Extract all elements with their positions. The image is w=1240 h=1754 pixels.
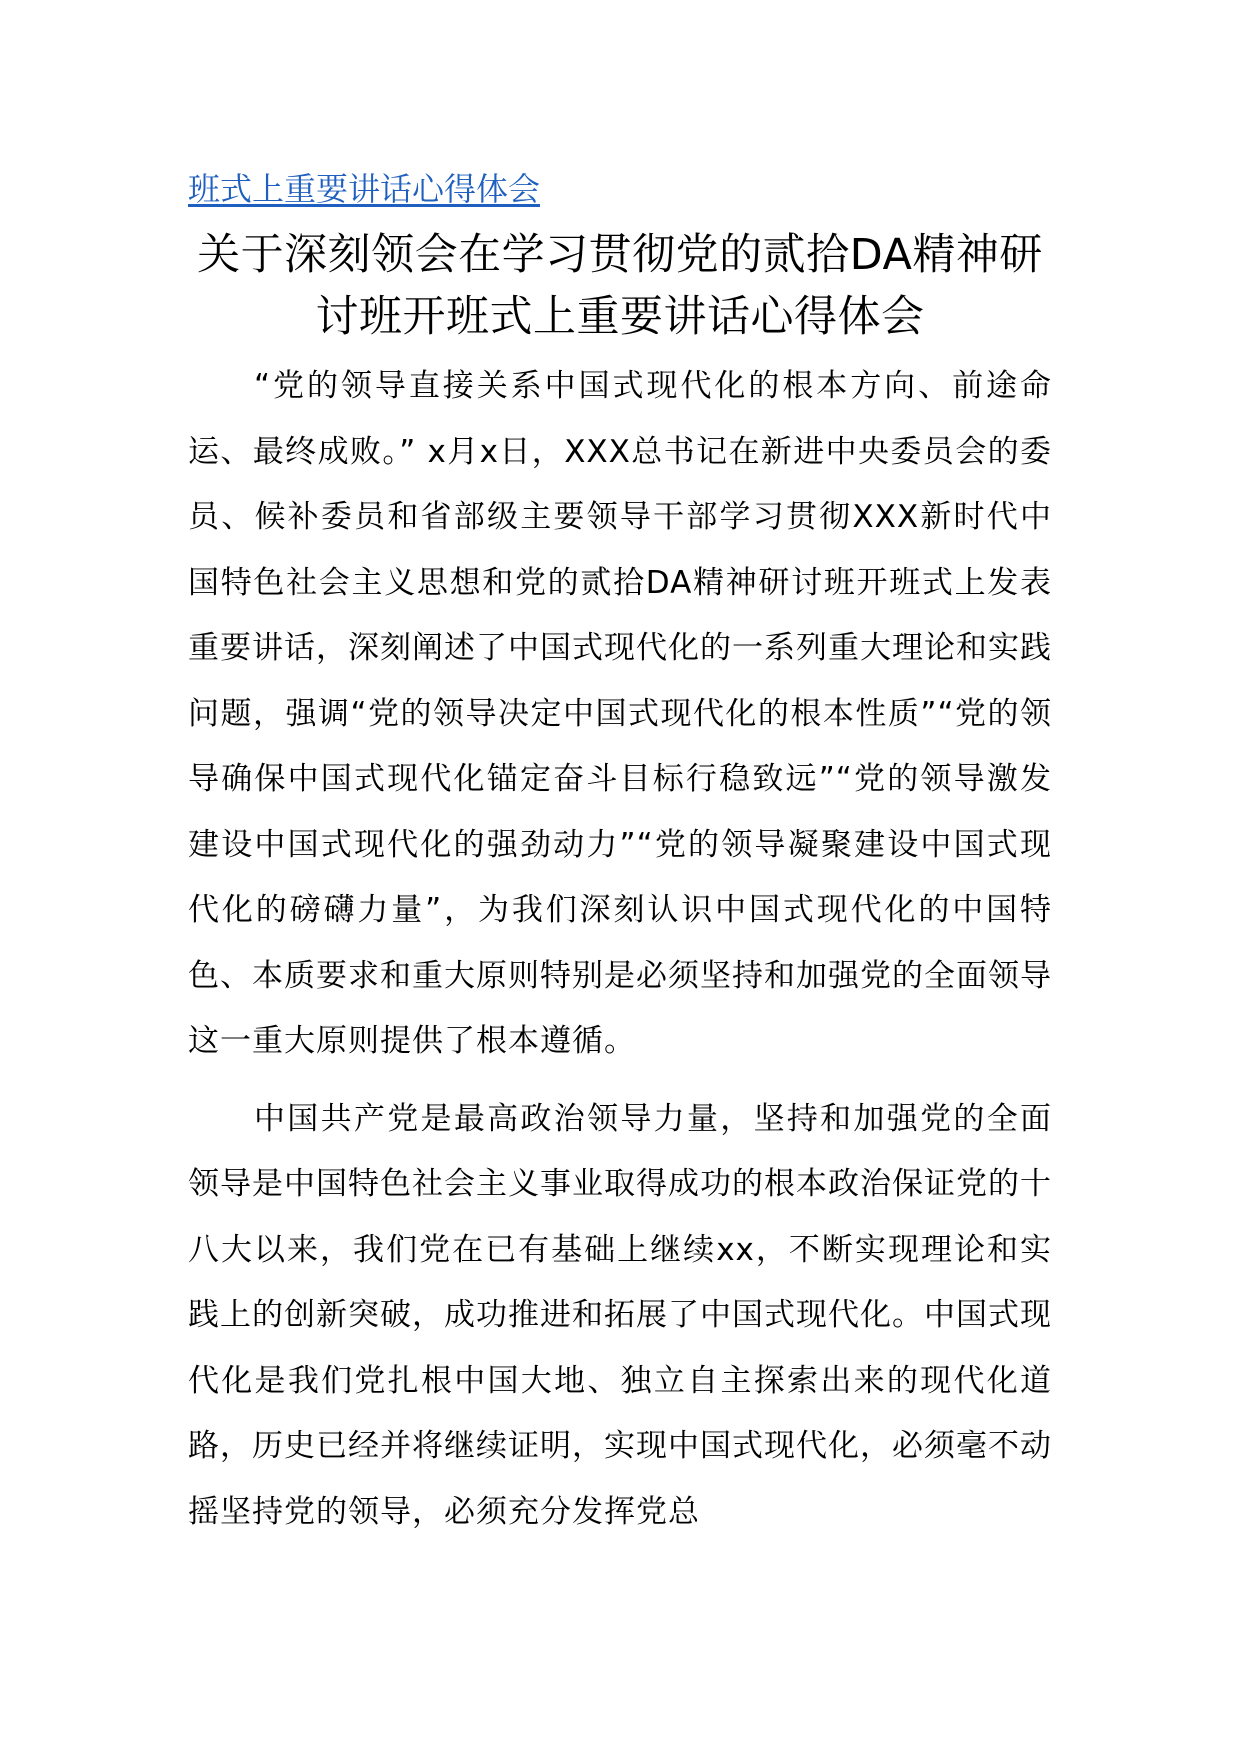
document-title: 关于深刻领会在学习贯彻党的贰拾DA精神研讨班开班式上重要讲话心得体会 xyxy=(197,230,1043,342)
header-link[interactable]: 班式上重要讲话心得体会 xyxy=(188,170,541,208)
document-content xyxy=(188,168,1052,1545)
body-paragraph-1: “党的领导直接关系中国式现代化的根本方向、前途命运、最终成败。” x月x日，XXX总书记在新进中央委员会的委员、候补委员和省部级主要领导干部学习贯彻XXX新时代中国特色社会主义思想和党的贰拾DA精神研讨班开班式上发表重要讲话，深刻阐述了中国式现代化的一系列重大理论和实践问题，强调“党的领导决定中国式现代化的根本性质”“党的领导确保中国式现代化锚定奋斗目标行稳致远”“党的领导激发建设中国式现代化的强劲动力”“党的领导凝聚建设中国式现代化的磅礴力量”，为我们深刻认识中国式现代化的中国特色、本质要求和重大原则特别是必须坚持和加强党的全面领导这一重大原则提供了根本遵循。 xyxy=(188,368,1052,1059)
body-paragraph-2: 中国共产党是最高政治领导力量，坚持和加强党的全面领导是中国特色社会主义事业取得成功的根本政治保证党的十八大以来，我们党在已有基础上继续xx，不断实现理论和实践上的创新突破，成功推进和拓展了中国式现代化。中国式现代化是我们党扎根中国大地、独立自主探索出来的现代化道路，历史已经并将继续证明，实现中国式现代化，必须毫不动摇坚持党的领导，必须充分发挥党总 xyxy=(188,1100,1052,1530)
